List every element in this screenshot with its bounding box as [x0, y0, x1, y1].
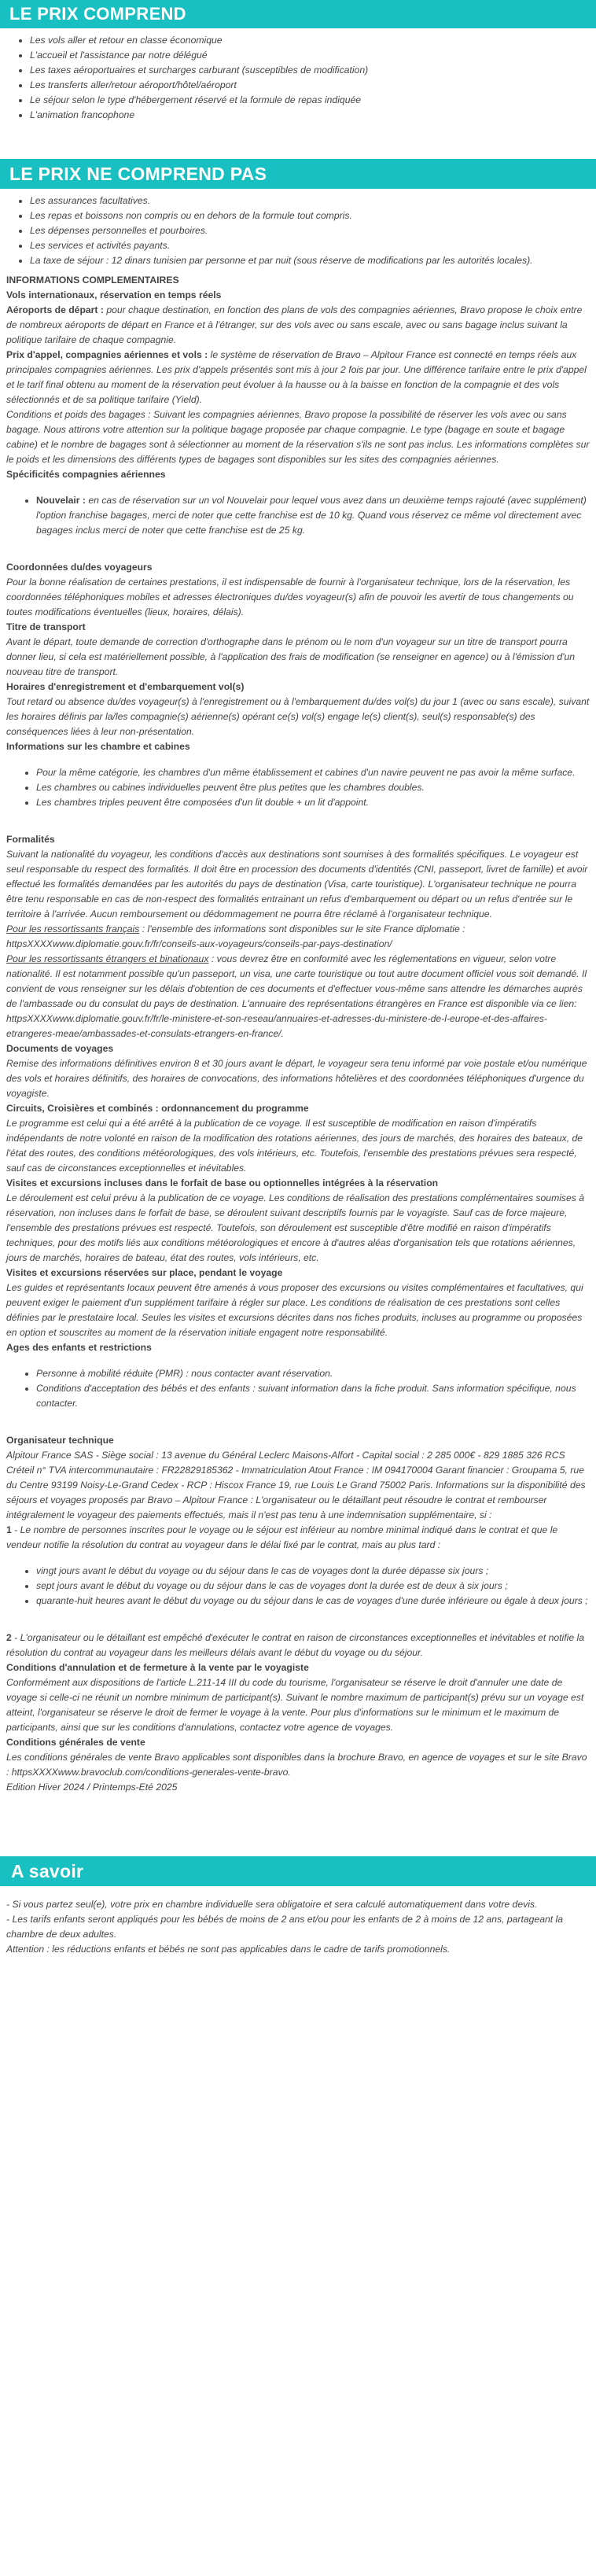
specificites-heading: Spécificités compagnies aériennes	[6, 469, 166, 480]
horaires-heading: Horaires d'enregistrement et d'embarquement vol(s)	[6, 681, 245, 692]
ages-heading: Ages des enfants et restrictions	[6, 1342, 152, 1353]
list-item: • Les transferts aller/retour aéroport/hôtel/aéroport	[30, 78, 596, 93]
list-item: • Le séjour selon le type d'hébergement réservé et la formule de repas indiquée	[30, 93, 596, 108]
list-item: • Les taxes aéroportuaires et surcharges carburant (susceptibles de modification)	[30, 63, 596, 78]
asavoir-line: Attention : les réductions enfants et bébés ne sont pas applicables dans le cadre de tarifs promotionnels.	[6, 1944, 451, 1955]
horaires-paragraph: Tout retard ou absence du/des voyageur(s) à l'enregistrement ou à l'embarquement du/des vol(s) du jour 1 (avec ou sans escale), suivant les horaires définis par la/les compagnie(s) aérienne(s) opérant ce(s) vol(s) engage le(s) client(s), seul(s) responsable(s) des conséquences liées à leur non-présentation.	[6, 696, 590, 737]
visites-paragraph: Le déroulement est celui prévu à la publication de ce voyage. Les conditions de réalisation des prestations complémentaires soumises à réservation, non incluses dans le forfait de base, se déroulent suivant descriptifs fournis par le voyagiste. Sauf cas de force majeure, l'ensemble des prestations prévues est respecté. Toutefois, son déroulement est susceptible d'être modifié en raison d'impératifs techniques, pour des motifs liés aux conditions météorologiques et encore à d'autres aléas d'organisation tels que rotations aériennes, jours de marchés, horaires de bateau, état des routes, vols intérieurs, etc.	[6, 1192, 585, 1263]
aeroports-label: Aéroports de départ :	[6, 304, 104, 315]
visites2-paragraph: Les guides et représentants locaux peuvent être amenés à vous proposer des excursions ou visites complémentaires et facultatives, qui peuvent exiger le paiement d'un supplément tarifaire à régler sur place. Les conditions de réalisation de ces prestations sont celles définies par le prestataire local. Seules les visites et excursions décrites dans nos fiches produits, incluses au programme ou proposées en option et souscrites au moment de la réservation initiale engagent notre responsabilité.	[6, 1282, 583, 1338]
ressortissants-fr-text: : l'ensemble des informations sont disponibles sur le site France diplomatie : httpsXXXXwww.diplomatie.gouv.fr/fr/conseils-aux-voyageurs/conseils-par-pays-destination/	[6, 923, 465, 949]
list-item: • quarante-huit heures avant le début du voyage ou du séjour dans le cas de voyages d'une durée inférieure ou égale à deux jours ;	[36, 1594, 590, 1609]
asavoir-line: - Si vous partez seul(e), votre prix en chambre individuelle sera obligatoire et sera calculé automatiquement dans votre devis.	[6, 1899, 538, 1910]
visites-heading: Visites et excursions incluses dans le forfait de base ou optionnelles intégrées à la réservation	[6, 1177, 439, 1188]
visites2-heading: Visites et excursions réservées sur place, pendant le voyage	[6, 1267, 283, 1278]
documents-paragraph: Remise des informations définitives environ 8 et 30 jours avant le départ, le voyageur sera tenu informé par voie postale et/ou numérique des vols et horaires définitifs, des horaires de convocations, des informations hôtelières et des coordonnées téléphoniques d'urgence du voyagiste.	[6, 1058, 587, 1099]
chambre-heading: Informations sur les chambre et cabines	[6, 741, 190, 752]
vols-heading: Vols internationaux, réservation en temps réels	[6, 289, 222, 300]
list-item: • L'accueil et l'assistance par notre délégué	[30, 48, 596, 63]
list-item: • Les assurances facultatives.	[30, 193, 596, 208]
specificites-list	[6, 493, 590, 538]
asavoir-line: - Les tarifs enfants seront appliqués pour les bébés de moins de 2 ans et/ou pour les enfants de 2 à moins de 12 ans, partageant la chambre de deux adultes.	[6, 1914, 564, 1940]
list-item: • Personne à mobilité réduite (PMR) : nous contacter avant réservation.	[36, 1366, 590, 1381]
documents-heading: Documents de voyages	[6, 1043, 114, 1054]
prix-text: le système de réservation de Bravo – Alpitour France est connecté en temps réels aux principales compagnies aériennes. Les prix d'appels présentés sont mis à jour 2 fois par jour. Une différence tarifaire entre le prix d'appel et le tarif final obtenu au moment de la réservation peut évoluer à la hausse ou à la baisse en fonction de la compagnie et des vols sélectionnés et de sa politique tarifaire (Yield).	[6, 349, 587, 405]
ressortissants-fr-link[interactable]: Pour les ressortissants français	[6, 923, 140, 934]
informations-complementaires	[0, 273, 596, 1795]
ne-comprend-list	[0, 193, 596, 268]
point1-text: - Le nombre de personnes inscrites pour le voyage ou le séjour est inférieur au nombre minimal indiqué dans le contrat et que le vendeur notifie la résolution du contrat au voyageur dans le délai fixé par le contrat, mais au plus tard :	[6, 1524, 558, 1550]
section-title-asavoir: A savoir	[0, 1856, 596, 1886]
list-item: • Conditions d'acceptation des bébés et des enfants : suivant information dans la fiche produit. Sans information spécifique, nous contacter.	[36, 1381, 590, 1411]
list-item: • Les dépenses personnelles et pourboires.	[30, 223, 596, 238]
point1-paragraph	[6, 1523, 590, 1553]
circuits-paragraph: Le programme est celui qui a été arrêté à la publication de ce voyage. Il est susceptible de modification en raison d'impératifs indépendants de notre volonté en raison de la modification des rotations aériennes, des jours de marchés, des horaires des bateaux, de l'état des routes, des conditions météorologiques, des vols intérieurs, etc. Toutefois, l'ensemble des prestations prévues sera respecté, sauf cas de circonstances exceptionnelles et inévitables.	[6, 1118, 583, 1174]
ressortissants-et-link[interactable]: Pour les ressortissants étrangers et binationaux	[6, 953, 209, 964]
prix-label: Prix d'appel, compagnies aériennes et vols :	[6, 349, 208, 360]
organisateur-paragraph: Alpitour France SAS - Siège social : 13 avenue du Général Leclerc Maisons-Alfort - Capital social : 2 285 000€ - 829 1885 326 RCS Créteil n° TVA intercommunautaire : FR22829185362 - Immatriculation Atout France : IM 094170004 Garant financier : Groupama 5, rue du Centre 93199 Noisy-Le-Grand Cedex - RCP : Hiscox France 19, rue Louis Le Grand 75002 Paris. Informations sur la disponibilité des séjours et voyages proposés par Bravo – Alpitour France : L'organisateur ou le détaillant peut résoudre le contrat et rembourser intégralement le voyageur des paiements effectués, mais il n'est pas tenu à une indemnisation supplémentaire, si :	[6, 1450, 586, 1520]
ressortissants-fr-paragraph	[6, 922, 590, 952]
point2-text: - L'organisateur ou le détaillant est empêché d'exécuter le contrat en raison de circonstances exceptionnelles et inévitables et notifie la résolution du contrat au voyageur dans les meilleurs délais avant le début du voyage ou du séjour.	[6, 1632, 584, 1658]
generales-paragraph: Les conditions générales de vente Bravo applicables sont disponibles dans la brochure Bravo, en agence de voyages et sur le site Bravo : httpsXXXXwww.bravoclub.com/conditions-generales-vente-bravo.	[6, 1752, 587, 1778]
coordonnees-heading: Coordonnées du/des voyageurs	[6, 562, 153, 573]
nouvelair-label: Nouvelair :	[36, 495, 86, 506]
circuits-heading: Circuits, Croisières et combinés : ordonnancement du programme	[6, 1103, 309, 1114]
point2-number: 2	[6, 1632, 12, 1643]
list-item: • Pour la même catégorie, les chambres d'un même établissement et cabines d'un navire peuvent ne pas avoir la même surface.	[36, 765, 590, 780]
nouvelair-text: en cas de réservation sur un vol Nouvelair pour lequel vous avez dans un deuxième temps rajouté (avec supplément) l'option franchise bagages, merci de noter que cette franchise est de 10 kg. Quand vous réservez ce même vol directement avec bagages inclus merci de noter que cette franchise est de 25 kg.	[36, 495, 587, 536]
list-item: • sept jours avant le début du voyage ou du séjour dans le cas de voyages dont la durée est de deux à six jours ;	[36, 1579, 590, 1594]
annulation-paragraph: Conformément aux dispositions de l'article L.211-14 III du code du tourisme, l'organisateur se réserve le droit d'annuler une date de voyage si celle-ci ne réunit un nombre minimum de participant(s). Suivant le nombre maximum de participant(s) prévu sur un voyage est atteint, l'organisateur se réserve le droit de fermer le voyage à la vente. Pour plus d'informations sur le minimum et le maximum de participants, ainsi que sur les conditions d'annulations, contactez votre agence de voyages.	[6, 1677, 584, 1733]
asavoir-content	[0, 1897, 596, 1957]
list-item: • La taxe de séjour : 12 dinars tunisien par personne et par nuit (sous réserve de modifications par les autorités locales).	[30, 253, 596, 268]
list-item: • Les vols aller et retour en classe économique	[30, 33, 596, 48]
generales-heading: Conditions générales de vente	[6, 1737, 145, 1748]
list-item: • vingt jours avant le début du voyage ou du séjour dans le cas de voyages dont la durée dépasse six jours ;	[36, 1564, 590, 1579]
chambre-list	[6, 765, 590, 810]
list-item: • Les chambres triples peuvent être composées d'un lit double + un lit d'appoint.	[36, 795, 590, 810]
prix-paragraph	[6, 348, 590, 407]
ages-list	[6, 1366, 590, 1411]
ressortissants-et-text: : vous devrez être en conformité avec les réglementations en vigueur, selon votre nationalité. Il est notamment possible qu'un passeport, un visa, une carte touristique ou tout autre document officiel vous soit demandé. Il convient de vous renseigner sur les délais d'obtention de ces documents et d'effectuer vous-même sans attendre les démarches auprès de l'ambassade ou du consulat du pays de destination. L'annuaire des représentations étrangères en France est disponible via ce lien: httpsXXXXwww.diplomatie.gouv.fr/fr/le-ministere-et-son-reseau/annuaires-et-adresses-du-ministere-de-l-europe-et-des-affaires-etrangeres-meae/ambassades-et-consulats-etrangers-en-france/.	[6, 953, 587, 1039]
info-heading: INFORMATIONS COMPLEMENTAIRES	[6, 275, 179, 286]
ressortissants-et-paragraph	[6, 952, 590, 1041]
section-title-ne-comprend: LE PRIX NE COMPREND PAS	[0, 159, 596, 189]
list-item: • L'animation francophone	[30, 108, 596, 123]
point2-paragraph	[6, 1631, 590, 1660]
titre-paragraph: Avant le départ, toute demande de correction d'orthographe dans le prénom ou le nom d'un voyageur sur un titre de transport pourra donner lieu, si cela est matériellement possible, à l'application des frais de modification (se renseigner en agence) ou à l'émission d'un nouveau titre de transport.	[6, 636, 576, 677]
titre-heading: Titre de transport	[6, 621, 86, 632]
conditions-paragraph: Conditions et poids des bagages : Suivant les compagnies aériennes, Bravo propose la possibilité de réserver les vols avec ou sans bagage. Nous attirons votre attention sur la politique bagage proposée par chaque compagnie. Le type (bagage en soute et bagage cabine) et le nombre de bagages sont à sélectionner au moment de la réservation s'ils ne sont pas inclus. Les informations complètes sur le poids et les dimensions des différents types de bagages sont disponibles sur les sites des compagnies aériennes.	[6, 409, 590, 465]
formalites-heading: Formalités	[6, 834, 55, 845]
comprend-list	[0, 33, 596, 123]
list-item: • Les services et activités payants.	[30, 238, 596, 253]
section-title-comprend: LE PRIX COMPREND	[0, 0, 596, 28]
organisateur-heading: Organisateur technique	[6, 1435, 114, 1446]
coordonnees-paragraph: Pour la bonne réalisation de certaines prestations, il est indispensable de fournir à l'organisateur technique, lors de la réservation, les coordonnées téléphoniques mobiles et adresses électroniques du/des voyageur(s) afin de pouvoir les avertir de tous changements ou toutes modifications éventuelles (lieux, horaires, délais).	[6, 577, 574, 617]
list-item	[36, 493, 590, 538]
list-item: • Les chambres ou cabines individuelles peuvent être plus petites que les chambres doubles.	[36, 780, 590, 795]
aeroports-paragraph	[6, 303, 590, 348]
list-item: • Les repas et boissons non compris ou en dehors de la formule tout compris.	[30, 208, 596, 223]
formalites-paragraph: Suivant la nationalité du voyageur, les conditions d'accès aux destinations sont soumises à des formalités spécifiques. Le voyageur est seul responsable du respect des formalités. Il doit être en procession des documents d'identités (CNI, passeport, livret de famille) et avoir effectué les formalités demandées par les autorités du pays de destination (Visa, carte touristique). L'organisateur technique ne pourra être tenu responsable en cas de non-respect des formalités entrainant un refus d'embarquement ou départ ou un refus d'entrée sur le territoire à l'arrivée. Aucun remboursement ou dédommagement ne pourra être réclamé à l'organisateur technique.	[6, 849, 588, 919]
point1-number: 1	[6, 1524, 12, 1535]
aeroports-text: pour chaque destination, en fonction des plans de vols des compagnies aériennes, Bravo propose le choix entre de nombreux aéroports de départ en France et à l'étranger, sur des vols avec ou sans escale, avec ou sans bagage inclus suivant la politique tarifaire de chaque compagnie.	[6, 304, 583, 345]
annulation-heading: Conditions d'annulation et de fermeture à la vente par le voyagiste	[6, 1662, 309, 1673]
point1-list	[6, 1564, 590, 1609]
edition-text: Edition Hiver 2024 / Printemps-Eté 2025	[6, 1782, 178, 1793]
